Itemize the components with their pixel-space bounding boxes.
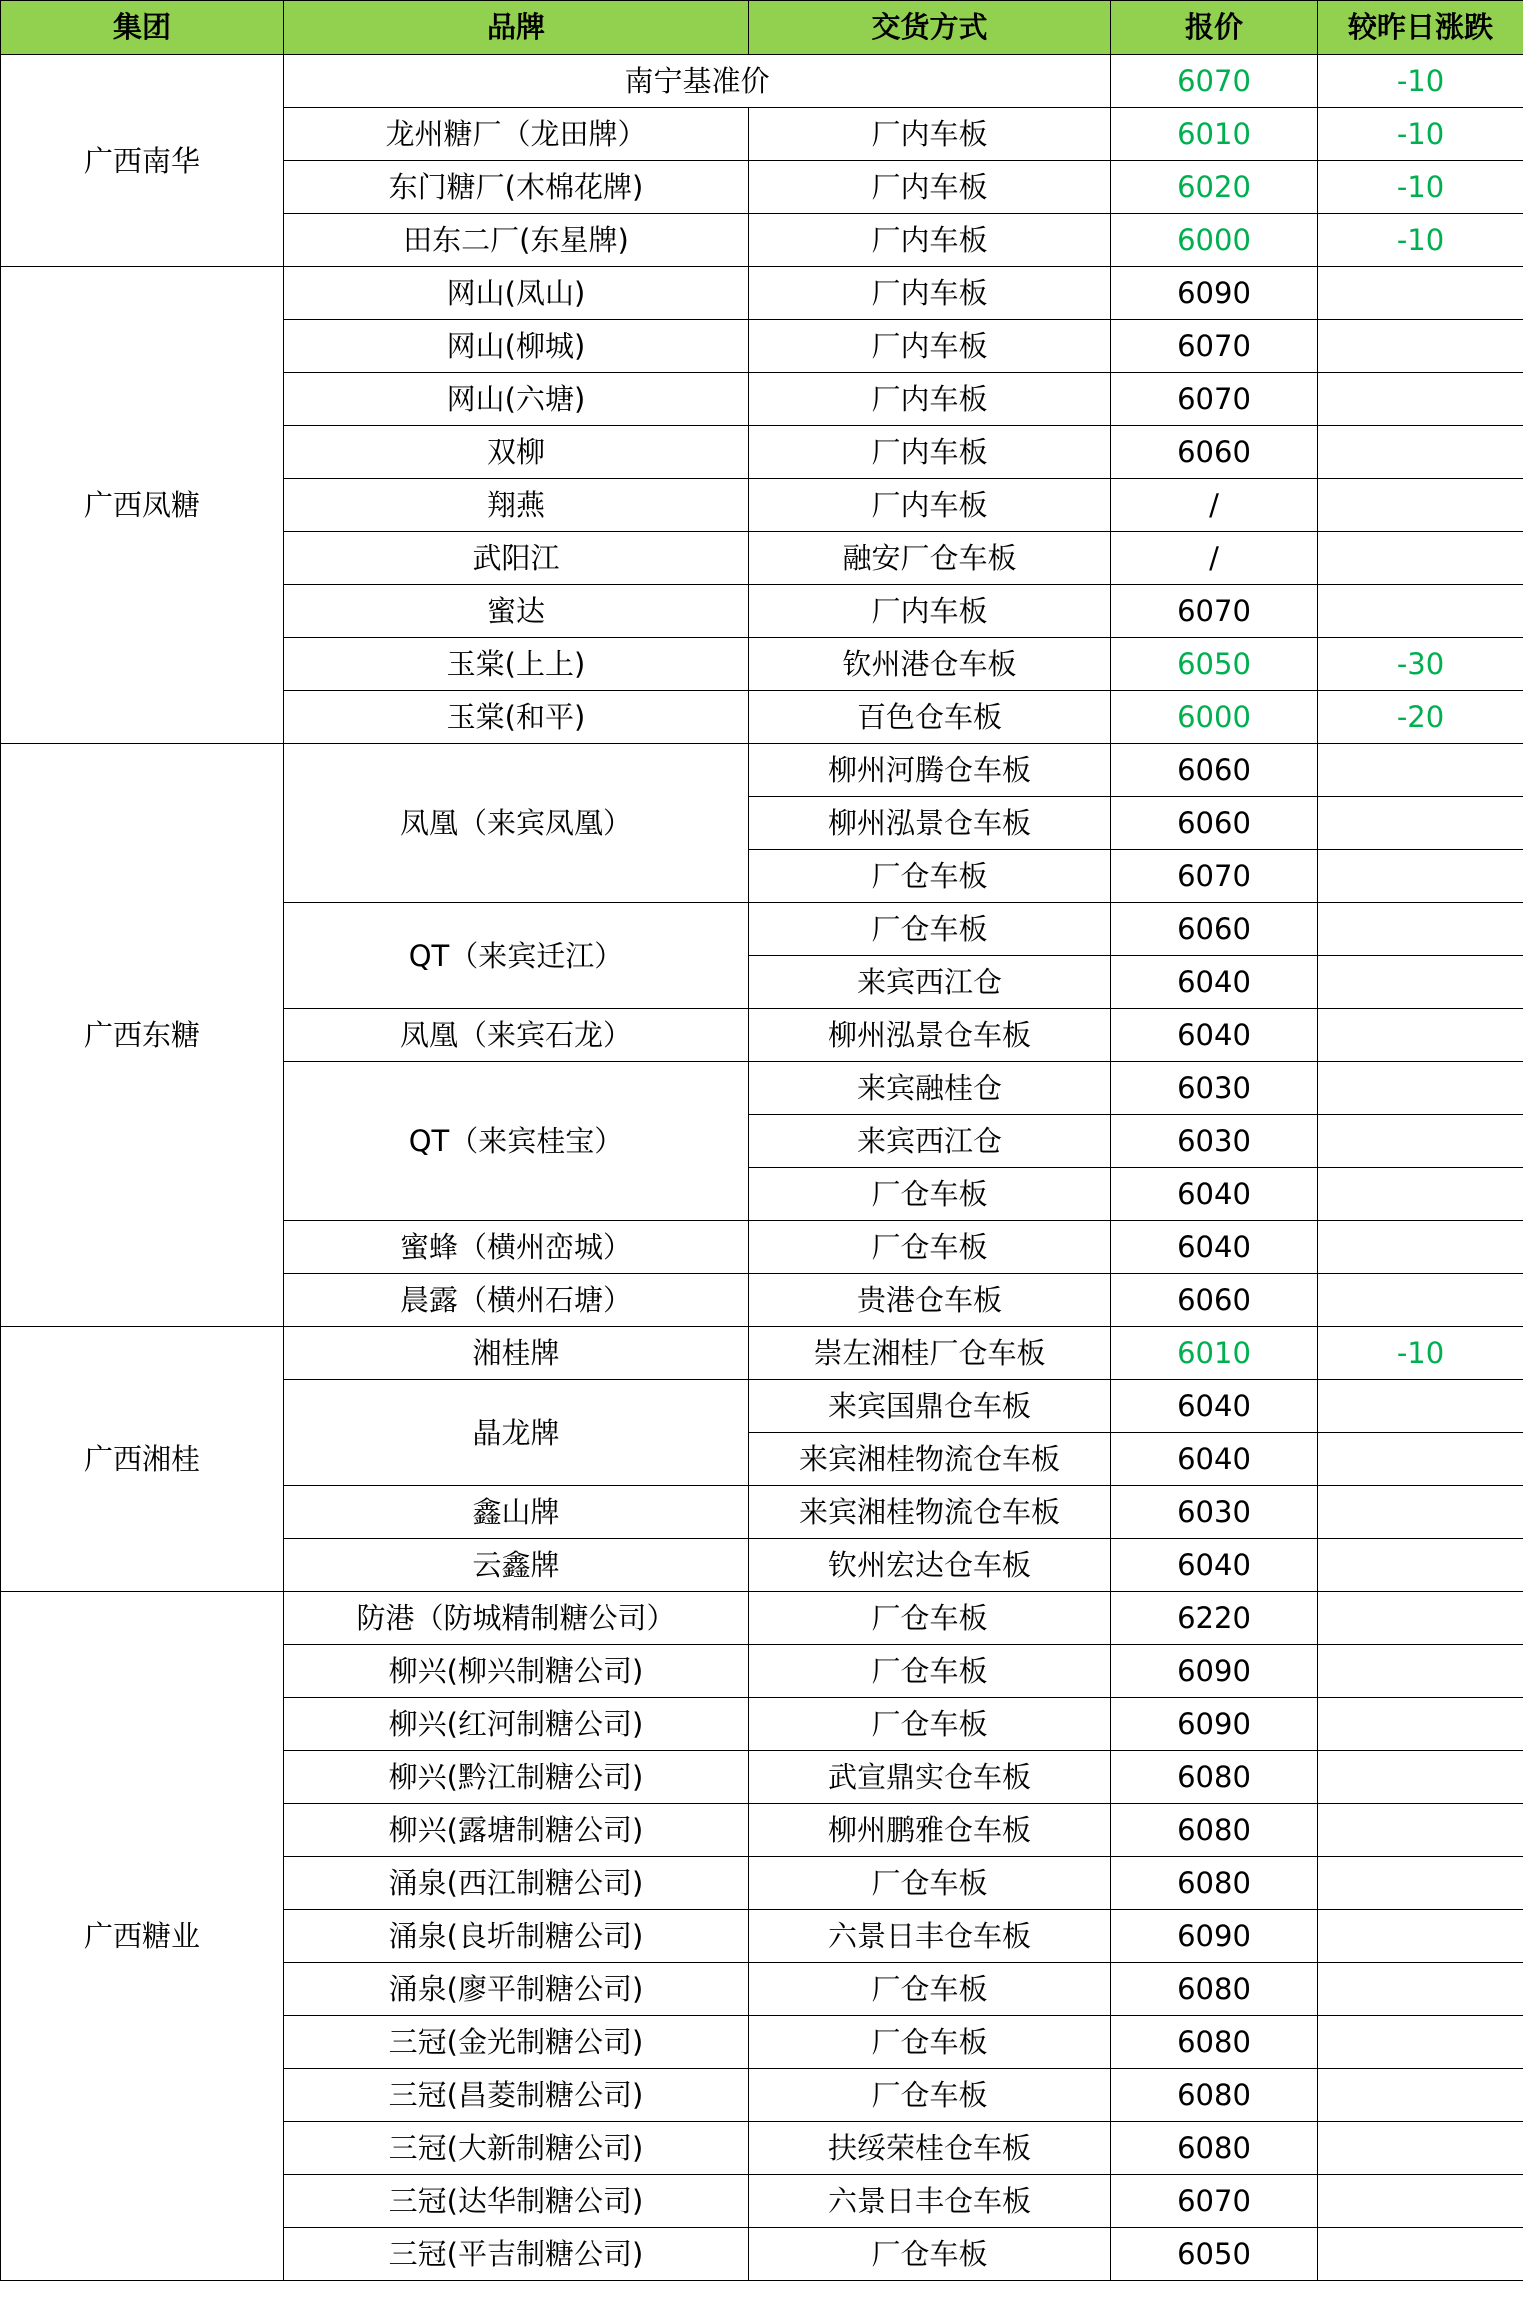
price-cell: 6080 [1111, 2016, 1318, 2069]
price-cell: 6090 [1111, 1698, 1318, 1751]
price-cell: 6060 [1111, 1274, 1318, 1327]
change-cell [1318, 267, 1523, 320]
change-cell [1318, 1645, 1523, 1698]
change-cell [1318, 1009, 1523, 1062]
change-cell [1318, 320, 1523, 373]
change-cell: -10 [1318, 108, 1523, 161]
brand-cell: 双柳 [284, 426, 749, 479]
price-cell: 6060 [1111, 903, 1318, 956]
delivery-cell: 厂仓车板 [749, 1963, 1111, 2016]
price-cell: 6030 [1111, 1486, 1318, 1539]
brand-cell: 涌泉(西江制糖公司) [284, 1857, 749, 1910]
brand-cell: 鑫山牌 [284, 1486, 749, 1539]
delivery-cell: 厂内车板 [749, 320, 1111, 373]
change-cell [1318, 956, 1523, 1009]
brand-cell: 凤凰（来宾凤凰） [284, 744, 749, 903]
price-cell: 6080 [1111, 1963, 1318, 2016]
delivery-cell: 厂仓车板 [749, 1645, 1111, 1698]
delivery-cell: 厂仓车板 [749, 1168, 1111, 1221]
brand-cell: 三冠(平吉制糖公司) [284, 2228, 749, 2281]
delivery-cell: 六景日丰仓车板 [749, 1910, 1111, 1963]
price-cell: 6020 [1111, 161, 1318, 214]
delivery-cell: 来宾湘桂物流仓车板 [749, 1486, 1111, 1539]
change-cell [1318, 2175, 1523, 2228]
delivery-cell: 武宣鼎实仓车板 [749, 1751, 1111, 1804]
delivery-cell: 来宾湘桂物流仓车板 [749, 1433, 1111, 1486]
header-change: 较昨日涨跌 [1318, 1, 1523, 55]
price-cell: 6040 [1111, 1168, 1318, 1221]
delivery-cell: 厂仓车板 [749, 2016, 1111, 2069]
group-name-cell: 广西凤糖 [1, 267, 284, 744]
delivery-cell: 厂内车板 [749, 426, 1111, 479]
change-cell [1318, 1062, 1523, 1115]
change-cell [1318, 1910, 1523, 1963]
price-cell: 6080 [1111, 1857, 1318, 1910]
price-cell: 6060 [1111, 797, 1318, 850]
delivery-cell: 厂仓车板 [749, 903, 1111, 956]
change-cell [1318, 373, 1523, 426]
group-name-cell: 广西湘桂 [1, 1327, 284, 1592]
brand-cell: 柳兴(露塘制糖公司) [284, 1804, 749, 1857]
delivery-cell: 厂内车板 [749, 373, 1111, 426]
delivery-cell: 来宾融桂仓 [749, 1062, 1111, 1115]
change-cell: -10 [1318, 1327, 1523, 1380]
price-cell: / [1111, 479, 1318, 532]
price-cell: 6060 [1111, 426, 1318, 479]
brand-cell: QT（来宾桂宝） [284, 1062, 749, 1221]
price-cell: 6040 [1111, 1539, 1318, 1592]
price-cell: 6040 [1111, 1380, 1318, 1433]
brand-cell: 柳兴(红河制糖公司) [284, 1698, 749, 1751]
change-cell [1318, 1274, 1523, 1327]
delivery-cell: 来宾西江仓 [749, 956, 1111, 1009]
header-group: 集团 [1, 1, 284, 55]
delivery-cell: 融安厂仓车板 [749, 532, 1111, 585]
header-brand: 品牌 [284, 1, 749, 55]
delivery-cell: 厂仓车板 [749, 1592, 1111, 1645]
price-cell: 6090 [1111, 267, 1318, 320]
price-cell: 6070 [1111, 320, 1318, 373]
price-cell: 6040 [1111, 1433, 1318, 1486]
price-cell: 6050 [1111, 2228, 1318, 2281]
brand-cell: 云鑫牌 [284, 1539, 749, 1592]
change-cell: -10 [1318, 55, 1523, 108]
change-cell [1318, 532, 1523, 585]
change-cell [1318, 479, 1523, 532]
delivery-cell: 柳州鹏雅仓车板 [749, 1804, 1111, 1857]
brand-cell: 玉棠(上上) [284, 638, 749, 691]
delivery-cell: 厂仓车板 [749, 2228, 1111, 2281]
delivery-cell: 钦州港仓车板 [749, 638, 1111, 691]
delivery-cell: 厂仓车板 [749, 1221, 1111, 1274]
change-cell [1318, 1539, 1523, 1592]
delivery-cell: 厂内车板 [749, 267, 1111, 320]
brand-cell: 柳兴(黔江制糖公司) [284, 1751, 749, 1804]
price-cell: 6010 [1111, 108, 1318, 161]
change-cell: -10 [1318, 214, 1523, 267]
price-cell: 6010 [1111, 1327, 1318, 1380]
change-cell [1318, 1857, 1523, 1910]
change-cell [1318, 744, 1523, 797]
change-cell [1318, 1963, 1523, 2016]
change-cell [1318, 2122, 1523, 2175]
change-cell [1318, 1698, 1523, 1751]
brand-cell: 柳兴(柳兴制糖公司) [284, 1645, 749, 1698]
change-cell [1318, 1168, 1523, 1221]
delivery-cell: 来宾国鼎仓车板 [749, 1380, 1111, 1433]
delivery-cell: 厂仓车板 [749, 1857, 1111, 1910]
brand-cell: QT（来宾迁江） [284, 903, 749, 1009]
base-price-label: 南宁基准价 [284, 55, 1111, 108]
delivery-cell: 来宾西江仓 [749, 1115, 1111, 1168]
brand-cell: 玉棠(和平) [284, 691, 749, 744]
price-cell: 6070 [1111, 55, 1318, 108]
delivery-cell: 六景日丰仓车板 [749, 2175, 1111, 2228]
brand-cell: 三冠(达华制糖公司) [284, 2175, 749, 2228]
price-cell: 6220 [1111, 1592, 1318, 1645]
delivery-cell: 厂内车板 [749, 214, 1111, 267]
header-delivery: 交货方式 [749, 1, 1111, 55]
price-cell: 6080 [1111, 1751, 1318, 1804]
change-cell [1318, 903, 1523, 956]
brand-cell: 网山(六塘) [284, 373, 749, 426]
price-cell: 6080 [1111, 1804, 1318, 1857]
delivery-cell: 柳州河腾仓车板 [749, 744, 1111, 797]
brand-cell: 三冠(金光制糖公司) [284, 2016, 749, 2069]
change-cell: -30 [1318, 638, 1523, 691]
price-cell: 6040 [1111, 1009, 1318, 1062]
change-cell [1318, 1592, 1523, 1645]
change-cell [1318, 1221, 1523, 1274]
change-cell [1318, 1380, 1523, 1433]
price-cell: 6090 [1111, 1645, 1318, 1698]
table-row [1, 744, 1523, 797]
change-cell [1318, 2069, 1523, 2122]
delivery-cell: 厂仓车板 [749, 2069, 1111, 2122]
price-cell: 6080 [1111, 2069, 1318, 2122]
delivery-cell: 柳州泓景仓车板 [749, 797, 1111, 850]
price-cell: 6000 [1111, 691, 1318, 744]
brand-cell: 翔燕 [284, 479, 749, 532]
group-name-cell: 广西南华 [1, 55, 284, 267]
header-row [1, 1, 1523, 55]
price-cell: 6030 [1111, 1115, 1318, 1168]
price-cell: 6060 [1111, 744, 1318, 797]
group-name-cell: 广西东糖 [1, 744, 284, 1327]
change-cell [1318, 585, 1523, 638]
delivery-cell: 厂仓车板 [749, 850, 1111, 903]
brand-cell: 湘桂牌 [284, 1327, 749, 1380]
brand-cell: 网山(凤山) [284, 267, 749, 320]
base-price-row [1, 55, 1523, 108]
price-cell: 6000 [1111, 214, 1318, 267]
brand-cell: 田东二厂(东星牌) [284, 214, 749, 267]
delivery-cell: 扶绥荣桂仓车板 [749, 2122, 1111, 2175]
brand-cell: 涌泉(良圻制糖公司) [284, 1910, 749, 1963]
delivery-cell: 厂仓车板 [749, 1698, 1111, 1751]
change-cell [1318, 2016, 1523, 2069]
change-cell [1318, 850, 1523, 903]
table-row [1, 1592, 1523, 1645]
change-cell [1318, 1804, 1523, 1857]
brand-cell: 网山(柳城) [284, 320, 749, 373]
price-cell: / [1111, 532, 1318, 585]
brand-cell: 东门糖厂(木棉花牌) [284, 161, 749, 214]
price-cell: 6040 [1111, 1221, 1318, 1274]
brand-cell: 蜜蜂（横州峦城） [284, 1221, 749, 1274]
change-cell [1318, 797, 1523, 850]
delivery-cell: 厂内车板 [749, 161, 1111, 214]
brand-cell: 三冠(大新制糖公司) [284, 2122, 749, 2175]
change-cell [1318, 1433, 1523, 1486]
header-price: 报价 [1111, 1, 1318, 55]
price-cell: 6070 [1111, 850, 1318, 903]
brand-cell: 防港（防城精制糖公司） [284, 1592, 749, 1645]
price-cell: 6050 [1111, 638, 1318, 691]
change-cell [1318, 1751, 1523, 1804]
price-cell: 6030 [1111, 1062, 1318, 1115]
delivery-cell: 贵港仓车板 [749, 1274, 1111, 1327]
price-cell: 6070 [1111, 585, 1318, 638]
price-cell: 6090 [1111, 1910, 1318, 1963]
brand-cell: 晶龙牌 [284, 1380, 749, 1486]
price-cell: 6070 [1111, 2175, 1318, 2228]
change-cell [1318, 426, 1523, 479]
delivery-cell: 柳州泓景仓车板 [749, 1009, 1111, 1062]
delivery-cell: 厂内车板 [749, 585, 1111, 638]
change-cell [1318, 2228, 1523, 2281]
change-cell: -20 [1318, 691, 1523, 744]
change-cell [1318, 1115, 1523, 1168]
group-name-cell: 广西糖业 [1, 1592, 284, 2281]
table-body [1, 1, 1523, 2281]
brand-cell: 凤凰（来宾石龙） [284, 1009, 749, 1062]
delivery-cell: 百色仓车板 [749, 691, 1111, 744]
brand-cell: 蜜达 [284, 585, 749, 638]
price-cell: 6070 [1111, 373, 1318, 426]
brand-cell: 龙州糖厂（龙田牌） [284, 108, 749, 161]
price-cell: 6040 [1111, 956, 1318, 1009]
brand-cell: 涌泉(廖平制糖公司) [284, 1963, 749, 2016]
price-cell: 6080 [1111, 2122, 1318, 2175]
delivery-cell: 厂内车板 [749, 108, 1111, 161]
brand-cell: 三冠(昌菱制糖公司) [284, 2069, 749, 2122]
brand-cell: 武阳江 [284, 532, 749, 585]
table-row [1, 1327, 1523, 1380]
delivery-cell: 厂内车板 [749, 479, 1111, 532]
table-row [1, 267, 1523, 320]
delivery-cell: 钦州宏达仓车板 [749, 1539, 1111, 1592]
delivery-cell: 崇左湘桂厂仓车板 [749, 1327, 1111, 1380]
change-cell [1318, 1486, 1523, 1539]
brand-cell: 晨露（横州石塘） [284, 1274, 749, 1327]
change-cell: -10 [1318, 161, 1523, 214]
